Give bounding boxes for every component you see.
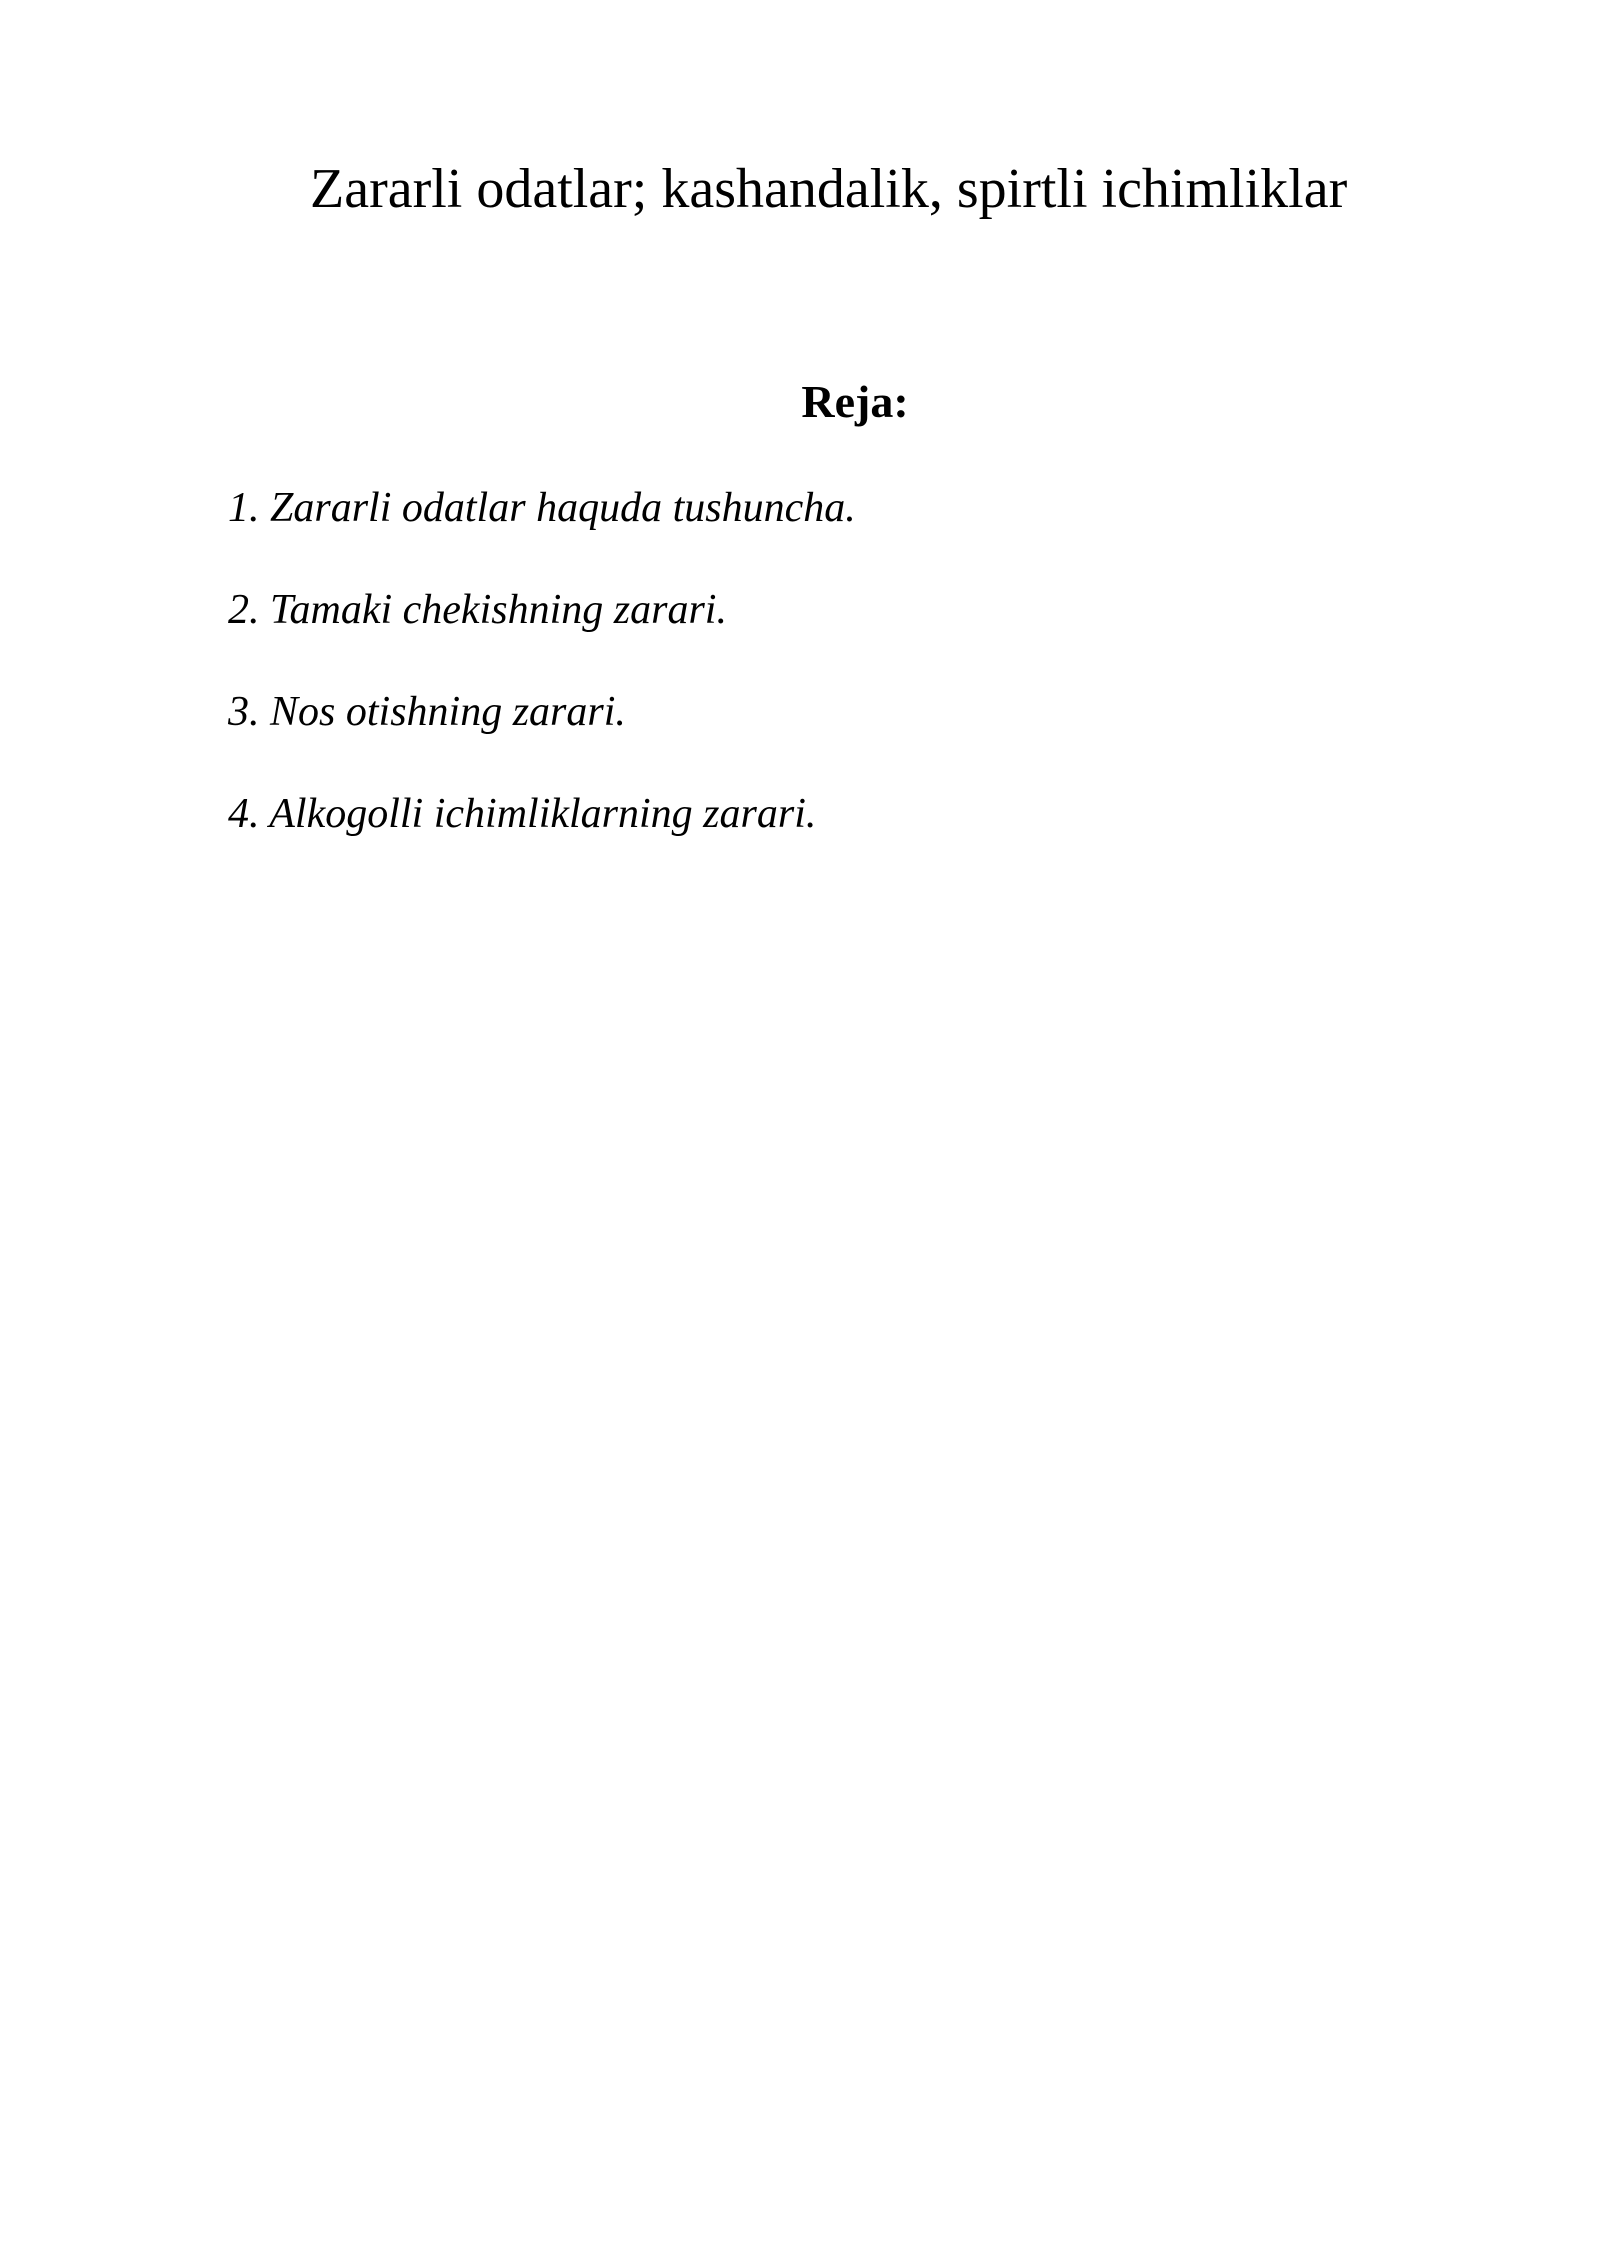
plan-item: 3. Nos otishning zarari. [228,689,626,735]
plan-heading: Reja: [801,376,909,427]
plan-item: 2. Tamaki chekishning zarari. [228,587,727,633]
plan-list [228,480,856,888]
plan-item: 4. Alkogolli ichimliklarning zarari. [228,791,817,837]
plan-item: 1. Zararli odatlar haquda tushuncha. [228,485,856,531]
document-title: Zararli odatlar; kashandalik, spirtli ichimliklar [310,158,1348,220]
